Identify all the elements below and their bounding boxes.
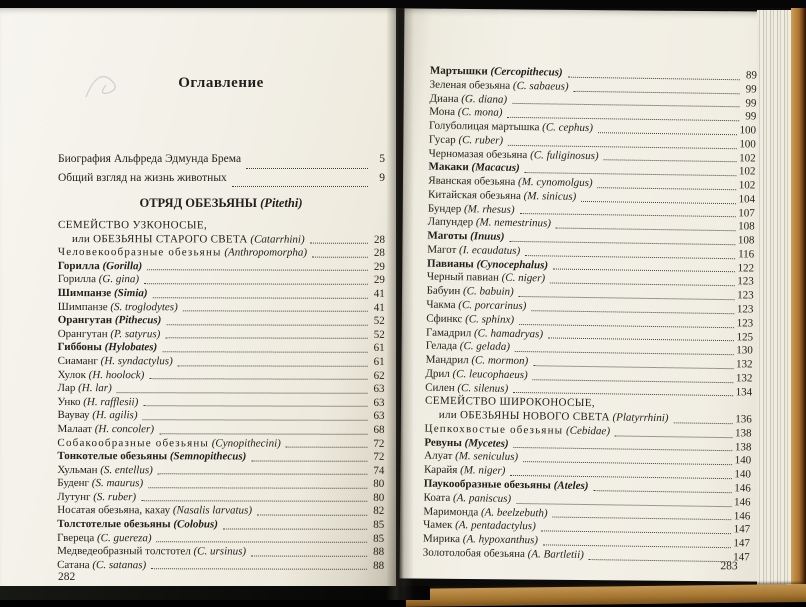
dot-leader	[232, 186, 368, 187]
dot-leader	[312, 256, 368, 257]
toc-entry-page: 146	[733, 509, 751, 522]
toc-entry-page: 102	[738, 179, 756, 192]
toc-entry-latin-name: (C. silenus)	[454, 381, 509, 395]
toc-entry-label: Диана	[429, 92, 459, 105]
toc-entry	[58, 260, 385, 274]
dot-leader	[543, 544, 730, 548]
toc-entry-page: 82	[373, 505, 385, 518]
toc-entry-latin-name: (Catarrhini)	[247, 233, 305, 246]
toc-entry-page: 140	[734, 454, 752, 467]
toc-entry	[58, 287, 385, 301]
dot-leader	[553, 517, 731, 521]
toc-entry-label: Гамадрил	[425, 326, 472, 339]
toc-entry-latin-name: (C. fuliginosus)	[527, 148, 599, 162]
toc-entry-label: Цепкохвостые обезьяны	[424, 422, 564, 437]
toc-entry	[58, 172, 385, 191]
toc-entry-latin-name: (Pithecus)	[112, 314, 162, 327]
background-top	[0, 0, 806, 8]
toc-entry-latin-name: (S. entellus)	[97, 463, 153, 476]
toc-entry-latin-name: (C. leucophaeus)	[449, 367, 528, 381]
toc-entry-latin-name: (M. rhesus)	[461, 202, 515, 216]
toc-entry-latin-name: (C. sphinx)	[462, 312, 515, 326]
toc-entry-label: Сфинкс	[426, 312, 463, 325]
toc-entry-label: Горилла	[57, 259, 100, 272]
toc-entry-latin-name: (C. gelada)	[457, 340, 511, 354]
dot-leader	[151, 569, 367, 571]
dot-leader	[589, 559, 730, 562]
toc-entry	[58, 355, 385, 369]
toc-entry	[57, 545, 384, 559]
toc-entry-label: Орангутан	[57, 327, 108, 340]
toc-entry	[57, 518, 384, 532]
toc-entry-label: Голуболицая мартышка	[429, 119, 540, 134]
toc-entry-latin-name: (M. seniculus)	[452, 450, 519, 464]
dot-leader	[223, 528, 367, 529]
toc-entry-latin-name: (P. satyrus)	[107, 327, 161, 341]
toc-entry-latin-name: (H. rafflesii)	[80, 395, 139, 408]
toc-entry-label: Собакообразные обезьяны	[57, 436, 210, 449]
dot-leader	[165, 338, 367, 340]
dot-leader	[581, 201, 735, 204]
toc-entry-latin-name: (M. cynomolgus)	[515, 176, 593, 190]
dot-leader	[673, 422, 732, 424]
toc-entry-label: Зеленая обезьяна	[429, 78, 511, 92]
toc-entry-latin-name: (H. agilis)	[89, 409, 138, 422]
toc-entry-latin-name: (A. beelzebuth)	[478, 505, 548, 519]
toc-entry-latin-name: (Ateles)	[550, 479, 589, 493]
toc-entry	[57, 532, 384, 546]
dot-leader	[286, 447, 368, 448]
toc-entry-page: 123	[736, 303, 754, 316]
toc-entry	[57, 450, 384, 464]
toc-entry	[57, 436, 384, 450]
toc-entry-page: 147	[733, 551, 750, 564]
toc-entry-latin-name: (Gorilla)	[99, 259, 143, 273]
dot-leader	[178, 365, 368, 366]
dot-leader	[550, 283, 734, 287]
toc-entry-latin-name: (C. porcarinus)	[455, 299, 527, 313]
toc-entry-latin-name: (Simia)	[111, 287, 148, 300]
toc-entry-latin-name: (G. gina)	[95, 273, 140, 286]
dot-leader	[166, 324, 367, 326]
toc-entry-label: Черномазая обезьяна	[428, 147, 528, 161]
toc-entry-label: Яванская обезьяна	[428, 174, 516, 189]
toc-entry-label: Бундер	[427, 202, 462, 215]
toc-entry	[58, 341, 385, 355]
toc-entry-label: Ваувау	[57, 409, 90, 422]
toc-entry-latin-name: (Colobus)	[170, 518, 218, 531]
toc-entry-label: Коата	[423, 491, 451, 504]
toc-entry	[58, 382, 385, 396]
toc-entry-label: Мирика	[422, 532, 461, 546]
toc-entry-label: Шимпанзе	[57, 286, 112, 300]
dot-leader	[251, 555, 367, 556]
right-page-number: 283	[720, 560, 738, 573]
toc-entry-page: 140	[734, 468, 752, 481]
toc-entry-label: Человекообразные обезьяны	[57, 246, 222, 259]
toc-entry	[57, 504, 384, 518]
toc-entry	[58, 328, 385, 342]
page-edge-stack	[757, 10, 793, 588]
toc-entry-label: Лар	[57, 382, 76, 395]
toc-entry-page: 68	[373, 423, 385, 436]
toc-entry-latin-name: (S. ruber)	[90, 490, 137, 504]
toc-entry-label: Гвереца	[57, 531, 95, 544]
left-page-content	[0, 7, 396, 587]
toc-entry-page: 29	[373, 274, 385, 287]
toc-entry-label: Сатана	[57, 558, 90, 571]
toc-entry-page: 147	[733, 537, 751, 550]
toc-entry-page: 63	[373, 396, 385, 409]
toc-entry-label: Маримонда	[423, 505, 479, 518]
dot-leader	[531, 310, 734, 314]
dot-leader	[143, 406, 367, 408]
right-page-content	[400, 8, 767, 581]
toc-entry-latin-name: (H. syndactylus)	[97, 355, 173, 368]
toc-entry	[58, 219, 385, 233]
dot-leader	[153, 297, 368, 299]
toc-entry-page: 63	[373, 382, 385, 395]
toc-entry-label: Мартышки	[429, 64, 488, 78]
toc-entry-latin-name: (C. ruber)	[455, 133, 504, 147]
toc-entry-label: или ОБЕЗЬЯНЫ СТАРОГО СВЕТА	[71, 232, 248, 246]
toc-entry-page: 9	[379, 171, 385, 184]
toc-entry-latin-name: (C. mona)	[454, 106, 503, 120]
toc-entry-latin-name: (Nasalis larvatus)	[170, 504, 253, 517]
right-toc-list	[423, 65, 757, 565]
dot-leader	[144, 283, 368, 285]
toc-entry-latin-name: (C. ursinus)	[190, 545, 247, 558]
toc-entry-latin-name: (Hylobates)	[101, 341, 158, 354]
toc-entry-label: Китайская обезьяна	[427, 188, 522, 202]
toc-entry-label: Карайя	[423, 463, 458, 477]
toc-entry-page: 146	[733, 495, 751, 509]
toc-entry-label: Носатая обезьяна, кахау	[57, 504, 171, 517]
toc-entry-label: Мона	[429, 105, 456, 119]
toc-entry-label: Шимпанзе	[57, 300, 108, 313]
dot-leader	[533, 365, 733, 369]
toc-entry-latin-name: (C. hamadryas)	[471, 326, 544, 340]
toc-entry-label: Горилла	[57, 273, 96, 286]
toc-entry-page: 122	[737, 261, 755, 275]
toc-entry-latin-name: (Cynopithecini)	[209, 436, 281, 450]
dot-leader	[158, 474, 368, 476]
toc-entry-latin-name: (H. concoler)	[91, 422, 155, 436]
toc-entry-page: 74	[373, 464, 385, 477]
toc-entry-page: 136	[735, 413, 752, 426]
toc-entry-latin-name: (Cebidae)	[563, 424, 611, 438]
toc-entry-label: Лапундер	[427, 216, 474, 229]
toc-entry-label: Орангутан	[57, 314, 113, 327]
dot-leader	[117, 392, 368, 394]
toc-entry	[58, 314, 385, 328]
toc-entry	[57, 477, 384, 491]
toc-entry-page: 85	[373, 532, 385, 545]
toc-entry-latin-name: (C. babuin)	[460, 285, 514, 299]
intro-entries	[58, 153, 385, 190]
toc-entry-latin-name: (G. diana)	[458, 92, 508, 106]
toc-entry-label: Гиббоны	[57, 341, 102, 354]
toc-entry-label: Макаки	[428, 161, 469, 174]
dot-leader	[257, 515, 367, 516]
toc-entry-latin-name: (I. ecaudatus)	[456, 244, 521, 257]
toc-entry-page: 102	[739, 151, 756, 165]
toc-entry-page: 132	[736, 358, 753, 371]
order-section-header	[58, 196, 384, 211]
toc-entry-label: Общий взгляд на жизнь животных	[58, 171, 227, 184]
toc-entry-latin-name: (C. mormon)	[468, 354, 529, 368]
toc-entry-page: 41	[373, 301, 385, 314]
toc-entry	[57, 559, 384, 573]
toc-entry-page: 116	[738, 248, 755, 261]
pencil-scribble	[78, 59, 148, 109]
toc-entry-latin-name: (S. maurus)	[89, 477, 144, 490]
dot-leader	[598, 132, 737, 135]
toc-entry-label: СЕМЕЙСТВО ШИРОКОНОСЫЕ,	[424, 394, 596, 410]
toc-entry-page: 125	[736, 330, 754, 344]
dot-leader	[598, 187, 736, 190]
toc-entry-latin-name: (M. sinicus)	[520, 189, 577, 203]
toc-entry-latin-name: (S. troglodytes)	[107, 300, 178, 313]
toc-entry-label: Толстотелые обезьяны	[57, 518, 171, 531]
toc-entry-page: 107	[738, 206, 755, 220]
order-section-title: ОТРЯД ОБЕЗЬЯНЫ	[139, 196, 258, 210]
toc-entry-page: 52	[373, 328, 385, 341]
toc-entry-label: СЕМЕЙСТВО УЗКОНОСЫЕ,	[57, 219, 208, 232]
toc-entry	[58, 301, 385, 315]
toc-entry-page: 28	[373, 233, 385, 246]
toc-entry	[57, 464, 384, 478]
toc-entry	[57, 423, 384, 437]
dot-leader	[603, 160, 736, 163]
toc-entry-page: 99	[745, 83, 757, 96]
toc-entry-label: Чамек	[423, 518, 453, 532]
toc-entry-page: 5	[379, 153, 385, 165]
toc-entry-page: 61	[373, 342, 385, 355]
book-cover-right-edge	[791, 0, 806, 600]
toc-entry-page: 28	[373, 247, 385, 260]
toc-entry-label: Хулок	[57, 368, 86, 381]
toc-entry-page: 134	[735, 385, 753, 399]
toc-entry-label: Маготы	[427, 229, 468, 243]
dot-leader	[149, 378, 367, 380]
toc-entry-latin-name: (Semnopithecus)	[167, 450, 247, 463]
toc-entry-label: Золотолобая обезьяна	[422, 546, 526, 560]
dot-leader	[553, 269, 734, 273]
toc-entry-page: 88	[373, 559, 385, 572]
toc-entry	[58, 246, 385, 260]
left-page-number: 282	[58, 571, 76, 583]
book-gutter-shadow	[386, 0, 414, 600]
toc-entry-page: 123	[736, 317, 754, 330]
dot-leader	[593, 490, 731, 493]
dot-leader	[615, 435, 732, 438]
dot-leader	[573, 90, 739, 93]
dot-leader	[541, 530, 731, 534]
background-bottom	[0, 586, 430, 600]
toc-entry-label: Черный павиан	[426, 271, 500, 285]
toc-entry-label: Сиаманг	[57, 354, 98, 368]
toc-entry	[58, 369, 385, 383]
toc-entry-page: 100	[739, 124, 757, 137]
toc-entry-page: 138	[734, 440, 752, 454]
toc-entry-latin-name: (Cynocephalus)	[473, 258, 549, 272]
toc-entry-label: Бабуин	[426, 284, 461, 298]
toc-entry-page: 123	[737, 275, 754, 288]
toc-entry-latin-name: (C. cephus)	[539, 121, 593, 135]
toc-entry-page: 147	[733, 523, 751, 536]
toc-entry-page: 72	[373, 437, 385, 450]
toc-entry-page: 108	[737, 234, 755, 247]
toc-entry-label: Паукообразные обезьяны	[423, 477, 552, 492]
toc-entry-label: Гусар	[428, 133, 456, 146]
toc-entry-label: Малаат	[57, 422, 93, 435]
toc-entry-label: Павианы	[426, 257, 474, 271]
toc-entry-page: 100	[739, 138, 756, 151]
order-section-latin: (Pitethi)	[260, 196, 303, 210]
dot-leader	[183, 310, 368, 311]
toc-entry	[58, 153, 385, 172]
toc-entry-page: 138	[734, 427, 752, 440]
toc-entry-page: 99	[745, 110, 757, 123]
toc-entry	[58, 396, 385, 410]
toc-entry-page: 62	[373, 369, 385, 382]
dot-leader	[141, 501, 367, 503]
toc-entry-label: Силен	[425, 381, 455, 394]
dot-leader	[148, 487, 367, 489]
toc-entry-page: 123	[737, 289, 754, 302]
toc-entry-page: 61	[373, 355, 385, 368]
dot-leader	[147, 270, 368, 272]
dot-leader	[556, 228, 735, 232]
toc-entry-page: 146	[734, 482, 751, 495]
toc-entry-latin-name: (A. pentadactylus)	[452, 519, 536, 533]
toc-entry-label: Ревуны	[424, 436, 462, 449]
toc-entry-page: 52	[373, 314, 385, 328]
toc-entry-latin-name: (A. Bartletii)	[524, 547, 584, 561]
toc-entry-latin-name: (C. niger)	[498, 272, 546, 285]
toc-entry-latin-name: (C. guereza)	[94, 531, 152, 544]
toc-entry-page: 85	[373, 518, 385, 531]
right-page	[400, 8, 767, 581]
dot-leader	[568, 76, 740, 80]
toc-entry-page: 29	[373, 260, 385, 273]
toc-entry-latin-name: (H. hoolock)	[85, 368, 145, 381]
toc-entry-latin-name: (H. lar)	[75, 382, 112, 395]
toc-entry-page: 130	[736, 344, 753, 357]
toc-entry-latin-name: (A. paniscus)	[450, 491, 512, 505]
book-cover-bottom-edge	[406, 584, 806, 607]
toc-entry	[57, 409, 384, 423]
toc-entry-label: Алуат	[424, 450, 453, 463]
toc-entry-label: Гелада	[425, 339, 458, 353]
toc-entry-page: 108	[738, 220, 755, 233]
toc-entry-latin-name: (M. nemestrinus)	[473, 216, 552, 230]
toc-entry-label: Магот	[427, 243, 457, 257]
toc-entry-page: 63	[373, 410, 385, 423]
toc-entry-page: 102	[738, 165, 756, 178]
dot-leader	[159, 433, 367, 435]
toc-entry-label: или ОБЕЗЬЯНЫ НОВОГО СВЕТА	[438, 408, 610, 424]
toc-entry-page: 41	[373, 287, 385, 300]
toc-entry	[58, 273, 385, 287]
toc-entry-page: 80	[373, 491, 385, 504]
toc-entry-latin-name: (C. satanas)	[89, 558, 147, 572]
dot-leader	[533, 379, 733, 383]
toc-entry-label: Лутунг	[57, 490, 91, 503]
toc-entry-label: Медведеобразный толстотел	[57, 545, 191, 558]
toc-entry-page: 132	[735, 372, 753, 385]
toc-entry-page: 80	[373, 478, 385, 491]
toc-entry-label: Буденг	[57, 477, 90, 490]
dot-leader	[251, 460, 367, 461]
dot-leader	[246, 168, 368, 169]
left-toc-list	[57, 219, 385, 573]
toc-entry-label: Дрил	[425, 367, 450, 380]
toc-entry-label: Чакма	[426, 298, 456, 312]
toc-entry-label: Хульман	[57, 463, 98, 476]
toc-entry-latin-name: (M. niger)	[457, 464, 506, 478]
toc-entry-page: 72	[373, 450, 385, 463]
dot-leader	[143, 419, 368, 421]
toc-entry-latin-name: (Macacus)	[468, 161, 520, 175]
dot-leader	[157, 542, 368, 544]
toc-entry	[58, 233, 385, 247]
dot-leader	[310, 243, 368, 244]
toc-entry-label: Унко	[57, 395, 81, 408]
toc-title: Оглавление	[178, 75, 264, 91]
toc-entry-latin-name: (C. sabaeus)	[510, 79, 569, 93]
toc-entry-latin-name: (Platyrrhini)	[609, 411, 669, 425]
toc-entry-page: 88	[373, 546, 385, 559]
toc-entry-page: 89	[745, 69, 757, 82]
dot-leader	[162, 351, 368, 353]
toc-entry-latin-name: (A. hypoxanthus)	[460, 533, 539, 547]
toc-entry-latin-name: (Anthropomorpha)	[221, 246, 308, 259]
dot-leader	[548, 338, 733, 342]
toc-entry-page: 104	[738, 193, 756, 206]
toc-entry	[57, 491, 384, 505]
toc-entry-label: Биография Альфреда Эдмунда Брема	[58, 153, 242, 165]
toc-entry-page: 99	[745, 96, 757, 110]
toc-entry-label: Мандрил	[425, 353, 469, 367]
toc-entry-latin-name: (Inuus)	[467, 230, 505, 243]
toc-entry-latin-name: (Mycetes)	[461, 436, 509, 450]
toc-entry-latin-name: (Cercopithecus)	[487, 65, 563, 79]
toc-entry-label: Тонкотелые обезьяны	[57, 450, 168, 463]
left-page	[0, 7, 396, 587]
